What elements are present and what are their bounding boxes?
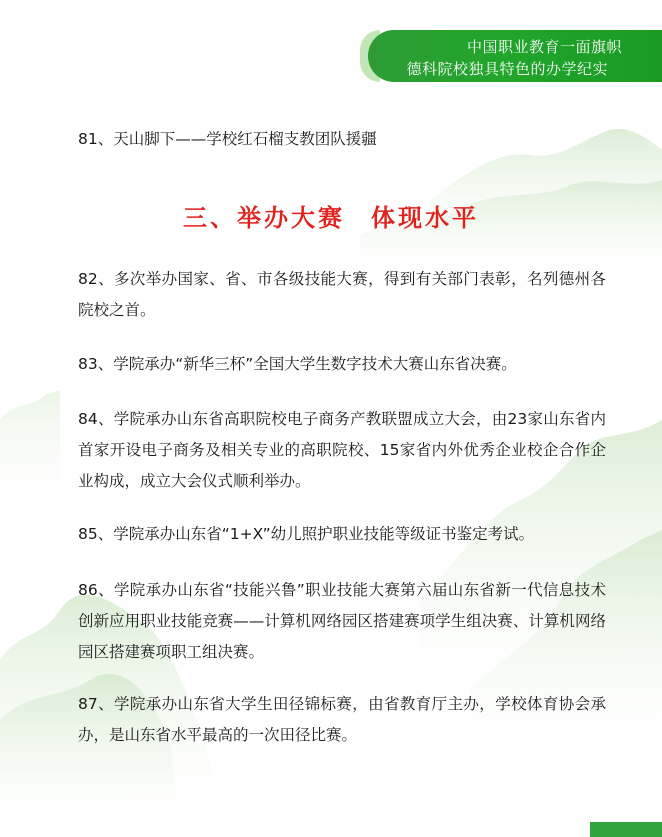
banner-title-line1: 中国职业教育一面旗帜 [466,38,622,56]
item-81: 81、天山脚下——学校红石榴支教团队援疆 [78,130,377,148]
item-84: 84、学院承办山东省高职院校电子商务产教联盟成立大会，由23家山东省内首家开设电子商务及相关专业的高职院校、15家省内外优秀企业校企合作企业构成，成立大会仪式顺利举办。 [78,410,606,490]
banner-title-line2: 德科院校独具特色的办学纪实 [406,60,608,78]
section-heading-part1: 三、举办大赛 [183,203,345,232]
item-83: 83、学院承办“新华三杯”全国大学生数字技术大赛山东省决赛。 [78,355,517,373]
section-heading [0,198,662,233]
item-86: 86、学院承办山东省“技能兴鲁”职业技能大赛第六届山东省新一代信息技术创新应用职业技能竞赛——计算机网络园区搭建赛项学生组决赛、计算机网络园区搭建赛项职工组决赛。 [78,581,606,661]
item-85: 85、学院承办山东省“1+X”幼儿照护职业技能等级证书鉴定考试。 [78,525,535,543]
section-heading-part2: 体现水平 [371,203,479,232]
item-87: 87、学院承办山东省大学生田径锦标赛，由省教育厅主办，学校体育协会承办，是山东省水平最高的一次田径比赛。 [78,695,606,744]
item-82: 82、多次举办国家、省、市各级技能大赛，得到有关部门表彰，名列德州各院校之首。 [78,270,606,319]
